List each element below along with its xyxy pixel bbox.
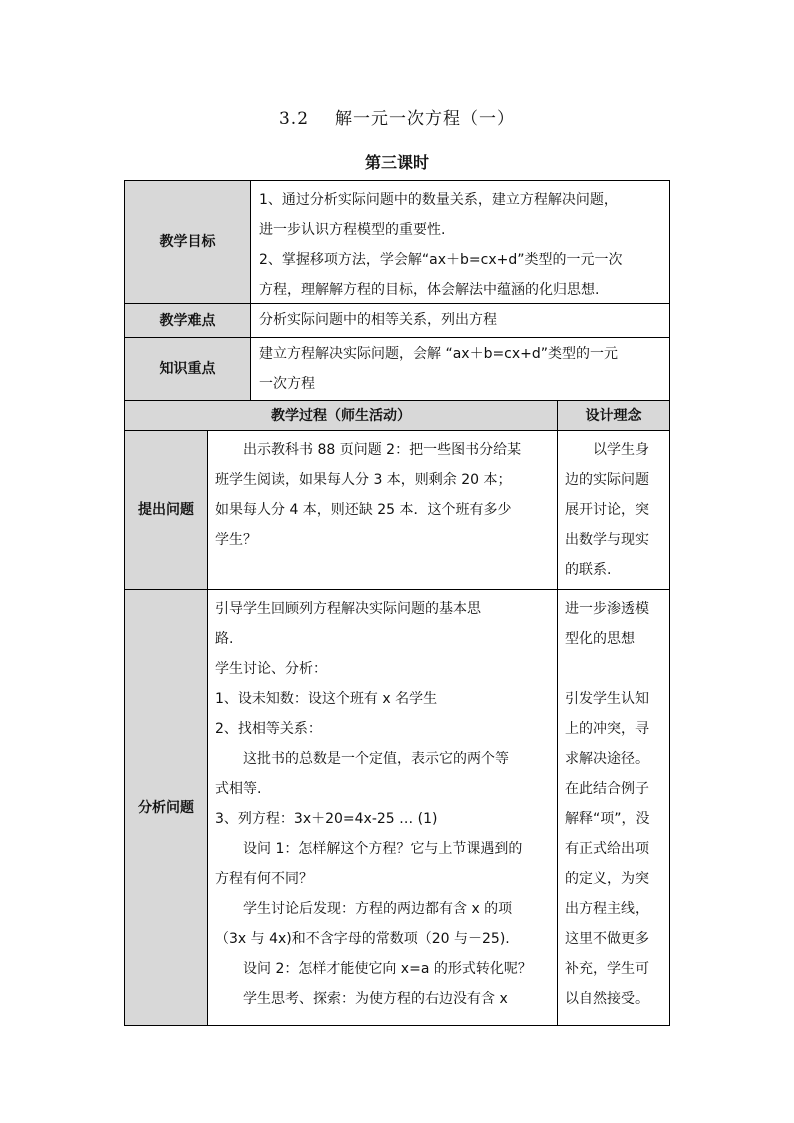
analyze-problem-content bbox=[208, 590, 557, 1025]
analyze-problem-design bbox=[558, 590, 669, 1025]
analyze-line: 引导学生回顾列方程解决实际问题的基本思 bbox=[215, 601, 481, 617]
analyze-line: 2、找相等关系： bbox=[215, 721, 322, 737]
raise-problem-line: 出示教科书 88 页问题 2：把一些图书分给某 bbox=[243, 442, 522, 458]
design-line: 出方程主线， bbox=[565, 901, 649, 917]
design-line: 补充，学生可 bbox=[565, 961, 649, 977]
analyze-line: 学生讨论后发现：方程的两边都有含 x 的项 bbox=[243, 901, 513, 917]
design-header: 设计理念 bbox=[558, 401, 669, 430]
design-line: 有正式给出项 bbox=[565, 841, 649, 857]
design-line: 的定义，为突 bbox=[565, 871, 649, 887]
analyze-line: 设问 2：怎样才能使它向 x=a 的形式转化呢？ bbox=[243, 961, 532, 977]
objectives-content bbox=[251, 181, 669, 303]
title-text: 解一元一次方程（一） bbox=[335, 109, 516, 129]
raise-problem-line: 如果每人分 4 本，则还缺 25 本．这个班有多少 bbox=[215, 502, 512, 518]
raise-problem-label: 提出问题 bbox=[125, 431, 207, 589]
objectives-line: 进一步认识方程模型的重要性. bbox=[259, 222, 446, 238]
design-line: 出数学与现实 bbox=[565, 532, 649, 548]
objectives-line: 方程，理解解方程的目标，体会解法中蕴涵的化归思想. bbox=[259, 282, 600, 298]
raise-problem-line: 学生？ bbox=[215, 532, 257, 548]
raise-problem-line: 班学生阅读，如果每人分 3 本，则剩余 20 本； bbox=[215, 472, 512, 488]
key-points-content bbox=[251, 338, 669, 400]
analyze-line: （3x 与 4x)和不含字母的常数项（20 与－25). bbox=[215, 931, 510, 947]
design-line: 型化的思想 bbox=[565, 631, 635, 647]
analyze-line: 学生思考、探索：为使方程的右边没有含 x bbox=[243, 991, 508, 1007]
raise-problem-design bbox=[558, 431, 669, 589]
key-points-label: 知识重点 bbox=[125, 338, 250, 400]
design-line: 解释“项”，没 bbox=[565, 811, 650, 827]
section-number: 3.2 bbox=[278, 109, 310, 129]
analyze-line: 方程有何不同？ bbox=[215, 871, 313, 887]
objectives-line: 1、通过分析实际问题中的数量关系，建立方程解决问题， bbox=[259, 192, 618, 208]
analyze-line: 1、设未知数：设这个班有 x 名学生 bbox=[215, 691, 438, 707]
analyze-line: 学生讨论、分析： bbox=[215, 661, 327, 677]
difficulty-label: 教学难点 bbox=[125, 304, 250, 337]
design-line: 引发学生认知 bbox=[565, 691, 649, 707]
objectives-label: 教学目标 bbox=[125, 181, 250, 303]
lesson-subtitle: 第三课时 bbox=[364, 153, 429, 172]
design-line: 展开讨论，突 bbox=[565, 502, 649, 518]
design-line: 这里不做更多 bbox=[565, 931, 649, 947]
design-line: 以学生身 bbox=[593, 442, 649, 458]
analyze-line: 路. bbox=[215, 631, 234, 647]
analyze-line: 这批书的总数是一个定值，表示它的两个等 bbox=[243, 751, 509, 767]
design-line bbox=[565, 654, 663, 684]
key-points-line: 建立方程解决实际问题，会解 “ax＋b=cx+d”类型的一元 bbox=[259, 346, 619, 362]
design-line: 以自然接受。 bbox=[565, 991, 649, 1007]
key-points-line: 一次方程 bbox=[259, 376, 315, 392]
analyze-problem-label: 分析问题 bbox=[125, 590, 207, 1025]
design-line: 求解决途径。 bbox=[565, 751, 649, 767]
design-line: 的联系. bbox=[565, 562, 612, 578]
design-line: 上的冲突，寻 bbox=[565, 721, 649, 737]
analyze-line: 式相等. bbox=[215, 781, 262, 797]
design-line: 边的实际问题 bbox=[565, 472, 649, 488]
analyze-line: 3、列方程：3x＋20=4x-25 … (1) bbox=[215, 811, 438, 827]
design-line: 在此结合例子 bbox=[565, 781, 649, 797]
design-line: 进一步渗透模 bbox=[565, 601, 649, 617]
raise-problem-content bbox=[208, 431, 557, 589]
objectives-line: 2、掌握移项方法，学会解“ax＋b=cx+d”类型的一元一次 bbox=[259, 252, 623, 268]
process-header: 教学过程（师生活动） bbox=[125, 401, 557, 430]
analyze-line: 设问 1：怎样解这个方程？它与上节课遇到的 bbox=[243, 841, 523, 857]
difficulty-content: 分析实际问题中的相等关系，列出方程 bbox=[259, 312, 497, 328]
